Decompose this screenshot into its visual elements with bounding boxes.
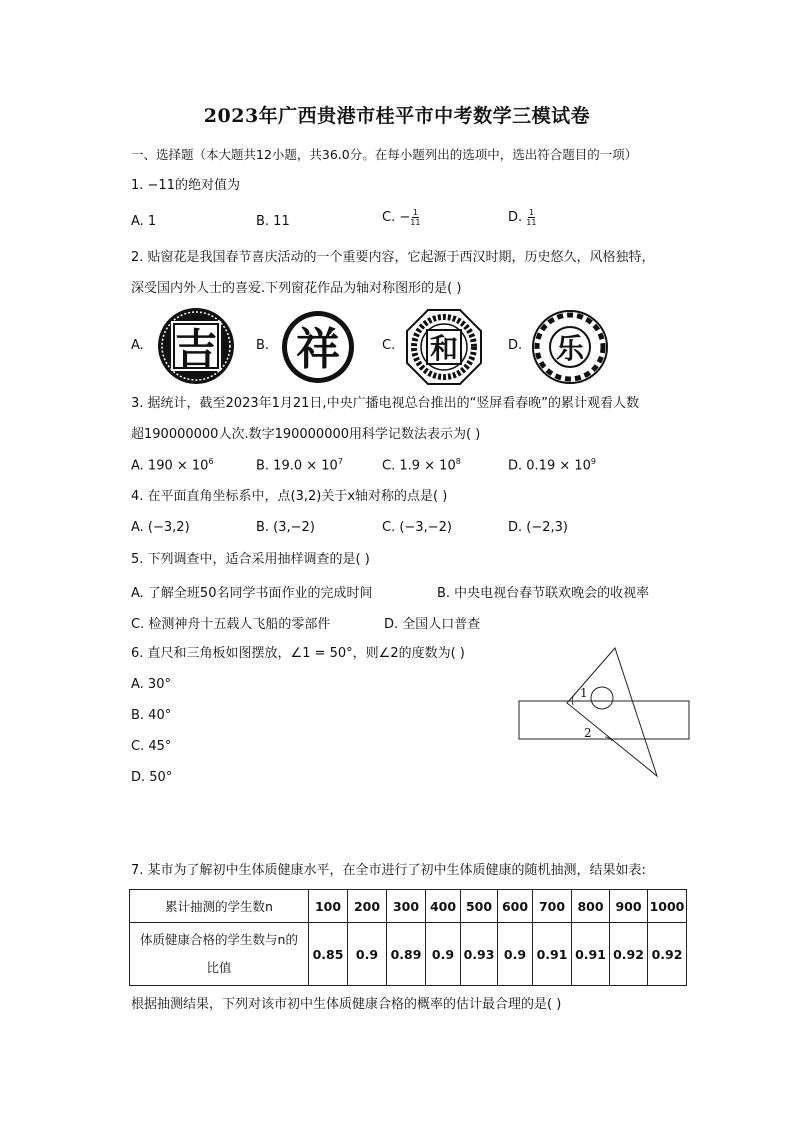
q1-option-c-prefix: C. −: [382, 210, 411, 225]
q3-option-d: [508, 457, 596, 473]
q4-option-c: C. (−3,−2): [382, 520, 452, 535]
q1-c-denominator: 11: [410, 218, 421, 227]
q1-option-c: [382, 208, 420, 227]
q3-d-base: D. 0.19 × 10: [508, 458, 591, 474]
q3-c-base: C. 1.9 × 10: [382, 458, 456, 474]
q1-option-d-prefix: D.: [508, 210, 527, 225]
table-cell: 300: [387, 890, 426, 923]
table-cell: 0.91: [572, 923, 610, 986]
q6-option-d: D. 50°: [131, 770, 173, 785]
table-cell: 0.89: [387, 923, 426, 986]
question-7-followup: 根据抽测结果，下列对该市初中生体质健康合格的概率的估计最合理的是( ): [131, 997, 562, 1012]
q6-option-b: B. 40°: [131, 708, 172, 723]
q5-option-c: C. 检测神舟十五载人飞船的零部件: [131, 617, 331, 632]
q4-option-b: B. (3,−2): [256, 520, 315, 535]
table-cell: 500: [461, 890, 498, 923]
emblem-d-char: 乐: [555, 332, 585, 365]
q3-b-exp: 7: [337, 457, 343, 466]
ratio-header-line2: 比值: [206, 960, 232, 975]
page-title: 2023年广西贵港市桂平市中考数学三模试卷: [203, 105, 591, 127]
table-cell: 900: [610, 890, 648, 923]
q3-a-exp: 6: [208, 457, 214, 466]
angle-2-label: 2: [584, 726, 592, 740]
table-cell: 0.93: [461, 923, 498, 986]
paper-cut-xiang-icon: [280, 309, 356, 385]
q4-option-a: A. (−3,2): [131, 520, 190, 535]
ratio-header-line1: 体质健康合格的学生数与n的: [140, 932, 298, 947]
q6-option-c: C. 45°: [131, 739, 172, 754]
question-3-stem-line1: 3. 据统计，截至2023年1月21日,中央广播电视总台推出的“竖屏看春晚”的累计观看人数: [131, 396, 640, 411]
table-cell: 400: [426, 890, 461, 923]
table-cell: 0.9: [498, 923, 533, 986]
q3-d-exp: 9: [590, 457, 597, 466]
angle-marker-circle: [591, 687, 613, 709]
sampling-table: [129, 889, 687, 986]
question-4-stem: 4. 在平面直角坐标系中，点(3,2)关于x轴对称的点是( ): [131, 489, 448, 504]
question-2-stem-line2: 深受国内外人士的喜爱.下列窗花作品为轴对称图形的是( ): [131, 281, 462, 296]
table-row-ratios: [130, 923, 687, 986]
table-cell: 600: [498, 890, 533, 923]
table-cell: 0.92: [648, 923, 687, 986]
table-cell: 0.91: [533, 923, 572, 986]
emblem-a-char: 吉: [174, 325, 218, 374]
q1-c-numerator: 1: [412, 208, 418, 217]
q3-c-exp: 8: [455, 457, 461, 466]
table-cell: 0.85: [309, 923, 348, 986]
table-cell: 0.9: [426, 923, 461, 986]
q3-option-b: [256, 457, 343, 473]
q2-option-a-label: A.: [131, 338, 144, 353]
q1-d-denominator: 11: [526, 218, 537, 227]
table-header-ratio: [130, 923, 309, 986]
angle-1-arc: [572, 694, 575, 705]
table-cell: 1000: [648, 890, 687, 923]
q2-option-c-label: C.: [382, 338, 396, 353]
table-cell: 0.9: [348, 923, 387, 986]
q5-option-b: B. 中央电视台春节联欢晚会的收视率: [437, 586, 650, 601]
table-header-count: 累计抽测的学生数n: [130, 890, 309, 923]
table-cell: 100: [309, 890, 348, 923]
emblem-b-char: 祥: [296, 324, 340, 375]
question-2-stem-line1: 2. 贴窗花是我国春节喜庆活动的一个重要内容，它起源于西汉时期，历史悠久，风格独特，: [131, 250, 655, 265]
q1-option-d: [508, 208, 536, 227]
paper-cut-he-icon: [405, 308, 483, 386]
question-7-stem: 7. 某市为了解初中生体质健康水平，在全市进行了初中生体质健康的随机抽测，结果如表:: [131, 863, 646, 878]
section-heading: 一、选择题（本大题共12小题，共36.0分。在每小题列出的选项中，选出符合题目的一项）: [131, 147, 638, 162]
q6-option-a: A. 30°: [131, 677, 171, 692]
ruler-triangle-diagram: [515, 645, 695, 780]
question-1-stem: 1. −11的绝对值为: [131, 178, 240, 193]
q3-a-base: A. 190 × 10: [131, 458, 209, 474]
q4-option-d: D. (−2,3): [508, 520, 568, 535]
q2-option-b-label: B.: [256, 338, 270, 353]
table-cell: 700: [533, 890, 572, 923]
triangle-shape: [567, 648, 657, 776]
q3-option-a: [131, 457, 214, 473]
table-cell: 200: [348, 890, 387, 923]
q1-d-numerator: 1: [528, 208, 534, 217]
q1-option-b: B. 11: [256, 214, 290, 229]
q5-option-d: D. 全国人口普查: [384, 617, 481, 632]
q1-option-d-fraction: [526, 208, 536, 227]
q1-option-a: A. 1: [131, 214, 157, 229]
q3-option-c: [382, 457, 461, 473]
q5-option-a: A. 了解全班50名同学书面作业的完成时间: [131, 586, 373, 601]
angle-1-label: 1: [580, 686, 588, 700]
paper-cut-ji-icon: [156, 306, 236, 386]
question-6-stem: 6. 直尺和三角板如图摆放，∠1 = 50°，则∠2的度数为( ): [131, 646, 465, 661]
emblem-c-char: 和: [429, 332, 459, 365]
question-3-stem-line2: 超190000000人次.数字190000000用科学记数法表示为( ): [131, 427, 481, 442]
table-row-counts: [130, 890, 687, 923]
table-cell: 800: [572, 890, 610, 923]
paper-cut-le-icon: [531, 309, 609, 385]
question-5-stem: 5. 下列调查中，适合采用抽样调查的是( ): [131, 552, 370, 567]
q3-b-base: B. 19.0 × 10: [256, 458, 338, 474]
q1-option-c-fraction: [410, 208, 420, 227]
q2-option-d-label: D.: [508, 338, 523, 353]
table-cell: 0.92: [610, 923, 648, 986]
